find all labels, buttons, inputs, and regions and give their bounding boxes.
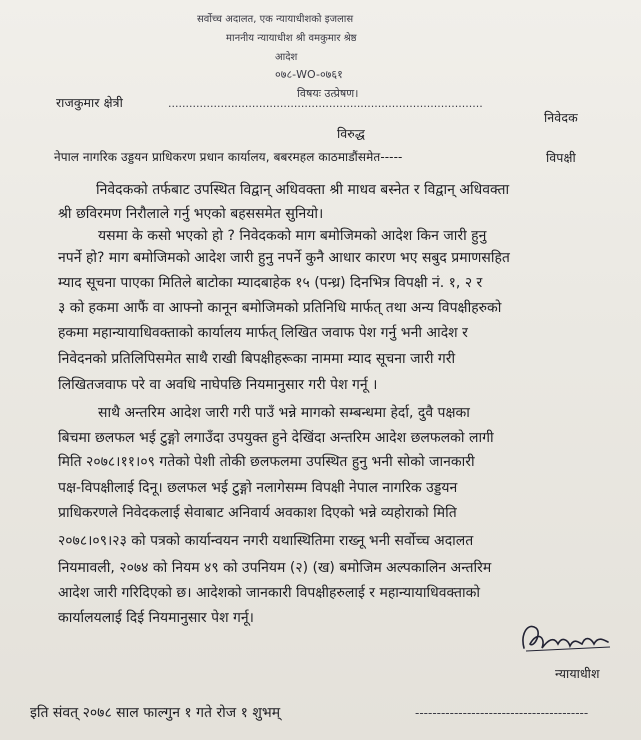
respondent-role: विपक्षी bbox=[546, 150, 576, 165]
body-line: कार्यालयलाई दिई नियमानुसार पेश गर्नू। bbox=[58, 610, 254, 626]
judge-title: न्यायाधीश bbox=[555, 666, 600, 681]
versus-label: विरुद्ध bbox=[337, 126, 365, 141]
body-line: २०७८।०९।२३ को पत्रको कार्यान्वयन नगरी यथास्थितिमा राख्नू भनी सर्वोच्च अदालत bbox=[58, 533, 474, 549]
court-name: सर्वोच्च अदालत, एक न्यायाधीशको इजलास bbox=[197, 14, 354, 25]
date-dots: ---------------------------------------- bbox=[415, 706, 589, 720]
body-line: हकमा महान्यायाधिवक्ताको कार्यालय मार्फत् लिखित जवाफ पेश गर्नु भनी आदेश र bbox=[58, 325, 468, 341]
body-line: पक्ष-विपक्षीलाई दिनू। छलफल भई टुङ्गो नलागेसम्म विपक्षी नेपाल नागरिक उड्डयन bbox=[58, 480, 458, 496]
body-line: लिखितजवाफ परे वा अवधि नाघेपछि नियमानुसार गरी पेश गर्नू । bbox=[58, 377, 378, 393]
body-line: मिति २०७८।११।०९ गतेको पेशी तोकी छलफलमा उपस्थित हुनु भनी सोको जानकारी bbox=[58, 454, 475, 470]
body-line: निवेदकको तर्फबाट उपस्थित विद्वान् अधिवक्ता श्री माधव बस्नेत र विद्वान् अधिवक्ता bbox=[96, 182, 510, 198]
judge-signature-icon bbox=[518, 618, 614, 658]
body-line: म्याद सूचना पाएका मितिले बाटोका म्यादबाहेक १५ (पन्ध्र) दिनभित्र विपक्षी नं. १, २ र bbox=[58, 275, 483, 291]
case-number: ०७८-WO-०७६१ bbox=[275, 68, 343, 81]
body-line: नपर्ने हो? माग बमोजिमको आदेश जारी हुनु नपर्ने कुनै आधार कारण भए सबुद प्रमाणसहित bbox=[58, 250, 510, 266]
order-heading: आदेश bbox=[275, 52, 298, 63]
body-line: यसमा के कसो भएको हो ? निवेदकको माग बमोजिमको आदेश किन जारी हुनु bbox=[98, 228, 487, 244]
body-line: निवेदनको प्रतिलिपिसमेत साथै राखी बिपक्षीहरूका नाममा म्याद सूचना जारी गरी bbox=[58, 351, 456, 367]
date-line: इति संवत् २०७८ साल फाल्गुन १ गते रोज १ शुभम् bbox=[30, 705, 281, 721]
petitioner-role: निवेदक bbox=[544, 110, 578, 125]
judge-name: माननीय न्यायाधीश श्री वमकुमार श्रेष्ठ bbox=[226, 33, 357, 44]
body-line: ३ को हकमा आफैं वा आफ्नो कानून बमोजिमको प्रतिनिधि मार्फत् तथा अन्य विपक्षीहरुको bbox=[58, 300, 502, 316]
case-subject: विषयः उत्प्रेषण। bbox=[297, 87, 359, 100]
petitioner-name: राजकुमार क्षेत्री bbox=[56, 95, 123, 110]
body-line: साथै अन्तरिम आदेश जारी गरी पाउँ भन्ने मागको सम्बन्धमा हेर्दा, दुवै पक्षका bbox=[98, 405, 470, 421]
body-line: आदेश जारी गरिदिएको छ। आदेशको जानकारी विपक्षीहरुलाई र महान्यायाधिवक्ताको bbox=[58, 585, 481, 601]
body-line: नियमावली, २०७४ को नियम ४९ को उपनियम (२) (ख) बमोजिम अल्पकालिन अन्तरिम bbox=[58, 560, 492, 576]
body-line: श्री छविरमण निरौलाले गर्नु भएको बहससमेत सुनियो। bbox=[58, 206, 324, 222]
petitioner-dots: .......................................................................................... bbox=[168, 97, 483, 110]
body-line: प्राधिकरणले निवेदकलाई सेवाबाट अनिवार्य अवकाश दिएको भन्ने व्यहोराको मिति bbox=[58, 505, 457, 521]
respondent-name: नेपाल नागरिक उड्डयन प्राधिकरण प्रधान कार्यालय, बबरमहल काठमाडौंसमेत----- bbox=[54, 150, 403, 164]
body-line: बिचमा छलफल भई टुङ्गो लगाउँदा उपयुक्त हुने देखिंदा अन्तरिम आदेश छलफलको लागी bbox=[58, 430, 494, 446]
